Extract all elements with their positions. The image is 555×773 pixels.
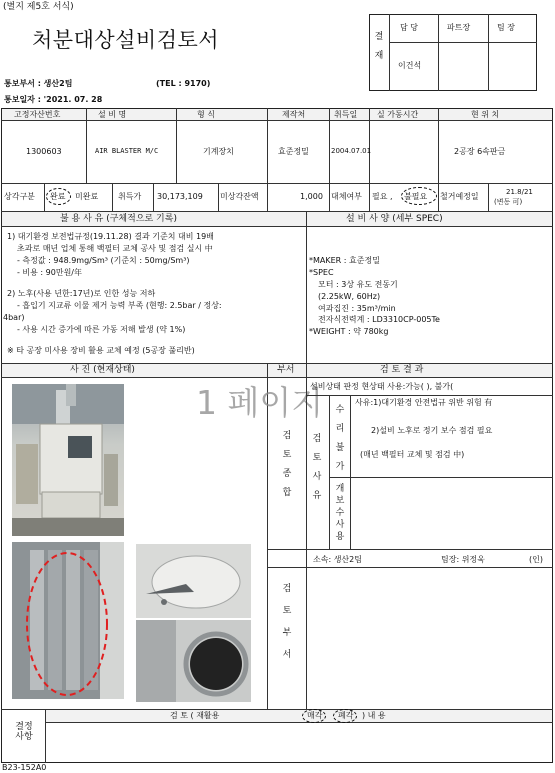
team-lead: 팀장: 위정욱 <box>441 555 485 564</box>
page-watermark: 1 페이지 <box>196 383 324 422</box>
housing-illustration <box>136 544 251 618</box>
reason-line: ※ 타 공장 미사용 장비 활용 교체 예정 (5공장 풀리반) <box>7 346 195 355</box>
spec-header: 설 비 사 양 (세부 SPEC) <box>346 214 443 224</box>
acq-value: 30,173,109 <box>157 192 203 201</box>
col-type: 형 식 <box>197 110 215 119</box>
reason-line: - 흡입기 지교류 이물 제거 능력 부족 (현행: 2.5bar / 정상: <box>17 301 222 310</box>
depr-not-done: 미완료 <box>75 192 99 201</box>
approval-header-team: 팀 장 <box>497 23 515 32</box>
col-equipment: 설 비 명 <box>98 110 127 119</box>
decision-label: 결정사항 <box>15 722 33 742</box>
unamort-label: 미상각잔액 <box>220 192 259 201</box>
bottom-opt-sell: 매각 <box>307 711 323 720</box>
col-asset-no: 고정자산번호 <box>14 110 61 119</box>
alt-use-label: 개보수사용 <box>335 484 345 542</box>
replace-comma: , <box>390 192 393 201</box>
blaster-machine-illustration <box>12 384 124 536</box>
replace-need: 필요 <box>372 192 388 201</box>
acq-label: 취득가 <box>118 192 142 201</box>
reason-line: 1) 대기환경 보전법규정(19.11.28) 결과 기준치 대비 19배 <box>7 232 214 241</box>
equipment-type: 기계장치 <box>203 147 234 156</box>
footer-code: B23-152A0 <box>2 763 47 772</box>
acquired-date: 2004.07.01 <box>331 147 372 155</box>
asset-no: 1300603 <box>26 147 62 156</box>
bottom-opt-scrap: 폐각 <box>338 711 354 720</box>
review-result-header: 검 토 결 과 <box>380 365 424 375</box>
approval-header-staff: 담 당 <box>400 23 418 32</box>
col-acquired: 취득일 <box>334 110 358 119</box>
spec-line: *MAKER : 효준정밀 <box>309 256 380 265</box>
spec-line: *SPEC <box>309 268 334 277</box>
maker: 효준정밀 <box>278 147 309 156</box>
spec-line: *WEIGHT : 약 780kg <box>309 327 389 336</box>
page-title: 처분대상설비검토서 <box>32 28 220 52</box>
reason-line: 초과로 매년 업체 통해 백필터 교체 공사 및 점검 실시 中 <box>17 244 213 253</box>
reason-line: - 사용 시간 증가에 따른 가동 저해 발생 (약 1%) <box>17 325 186 334</box>
removal-date: 21.8/21 <box>506 188 533 196</box>
dept-line: 통보부서 : 생산2팀 <box>4 79 73 88</box>
bottom-header-right: ) 내 용 <box>362 711 386 720</box>
spec-line: 여과집진 : 35m³/min <box>318 304 396 313</box>
bottom-header-row <box>45 710 552 722</box>
unamort-value: 1,000 <box>300 192 323 201</box>
bottom-header-left: 검 토 ( 재활용 <box>170 711 220 720</box>
duct-photo <box>136 620 251 702</box>
replace-not-need: 불필요 <box>404 192 428 201</box>
dept-col-header: 부서 <box>277 365 295 375</box>
date-line: 통보일자 : '2021. 07. 28 <box>4 95 103 104</box>
housing-photo <box>136 544 251 618</box>
affil: 소속: 생산2팀 <box>313 555 362 564</box>
approval-label: 결 재 <box>374 32 384 61</box>
usable-reason: 사유:1)대기환경 안전법규 위반 위험 有 <box>355 398 493 407</box>
review-reason-3: (매년 백필터 교체 및 점검 中) <box>360 450 465 459</box>
bag-filter-photo <box>12 542 124 699</box>
equipment-name: AIR BLASTER M/C <box>95 147 159 155</box>
review-col-label: 검토종합 <box>282 431 292 498</box>
spec-line: (2.25kW, 60Hz) <box>318 292 381 301</box>
reason-header: 불 용 사 유 (구체적으로 기록) <box>60 214 177 224</box>
col-hours: 실 가동시간 <box>377 110 419 119</box>
replace-label: 대체여부 <box>331 192 362 201</box>
approval-signature-staff: 이건석 <box>398 61 422 70</box>
approval-header-part: 파트장 <box>447 23 471 32</box>
judge-line: 설비상태 판정 현상태 사용:가능( ), 불가( <box>310 382 454 391</box>
seal-mark: (인) <box>529 555 543 564</box>
reason-line: 2) 노후(사용 년한:17년)로 인한 성능 저하 <box>7 289 156 298</box>
equipment-photo-main <box>12 384 124 536</box>
form-label: (별지 제5호 서식) <box>3 2 74 12</box>
reason-line: 4bar) <box>3 313 25 322</box>
review-reason-2: 2)설비 노후로 정기 보수 점검 필요 <box>371 426 493 435</box>
usable-label: 수리불가 <box>335 405 345 472</box>
col-maker: 제작처 <box>282 110 306 119</box>
removal-label: 철거예정일 <box>440 192 479 201</box>
photo-header: 사 진 (현재상태) <box>70 365 135 375</box>
duct-illustration <box>136 620 251 702</box>
bag-filter-illustration <box>12 542 124 699</box>
spec-line: 모터 : 3상 유도 전동기 <box>318 280 398 289</box>
col-location: 현 위 치 <box>471 110 500 119</box>
spec-line: 전자식전력계 : LD3310CP-005Te <box>318 315 440 324</box>
location: 2공장 6속판금 <box>454 147 506 156</box>
removal-note: (변동 可) <box>494 198 523 206</box>
reason-col-label: 검토사유 <box>312 434 322 501</box>
tel: (TEL : 9170) <box>156 79 211 88</box>
depr-label: 상각구분 <box>4 192 35 201</box>
reason-line: - 비용 : 90만원/年 <box>17 268 82 277</box>
depr-done: 완료 <box>50 192 66 201</box>
asset-header-row <box>2 109 552 120</box>
reason-line: - 측정값 : 948.9mg/Sm³ (기준치 : 50mg/Sm³) <box>17 256 190 265</box>
review-dept-label: 검토부서 <box>282 584 292 660</box>
